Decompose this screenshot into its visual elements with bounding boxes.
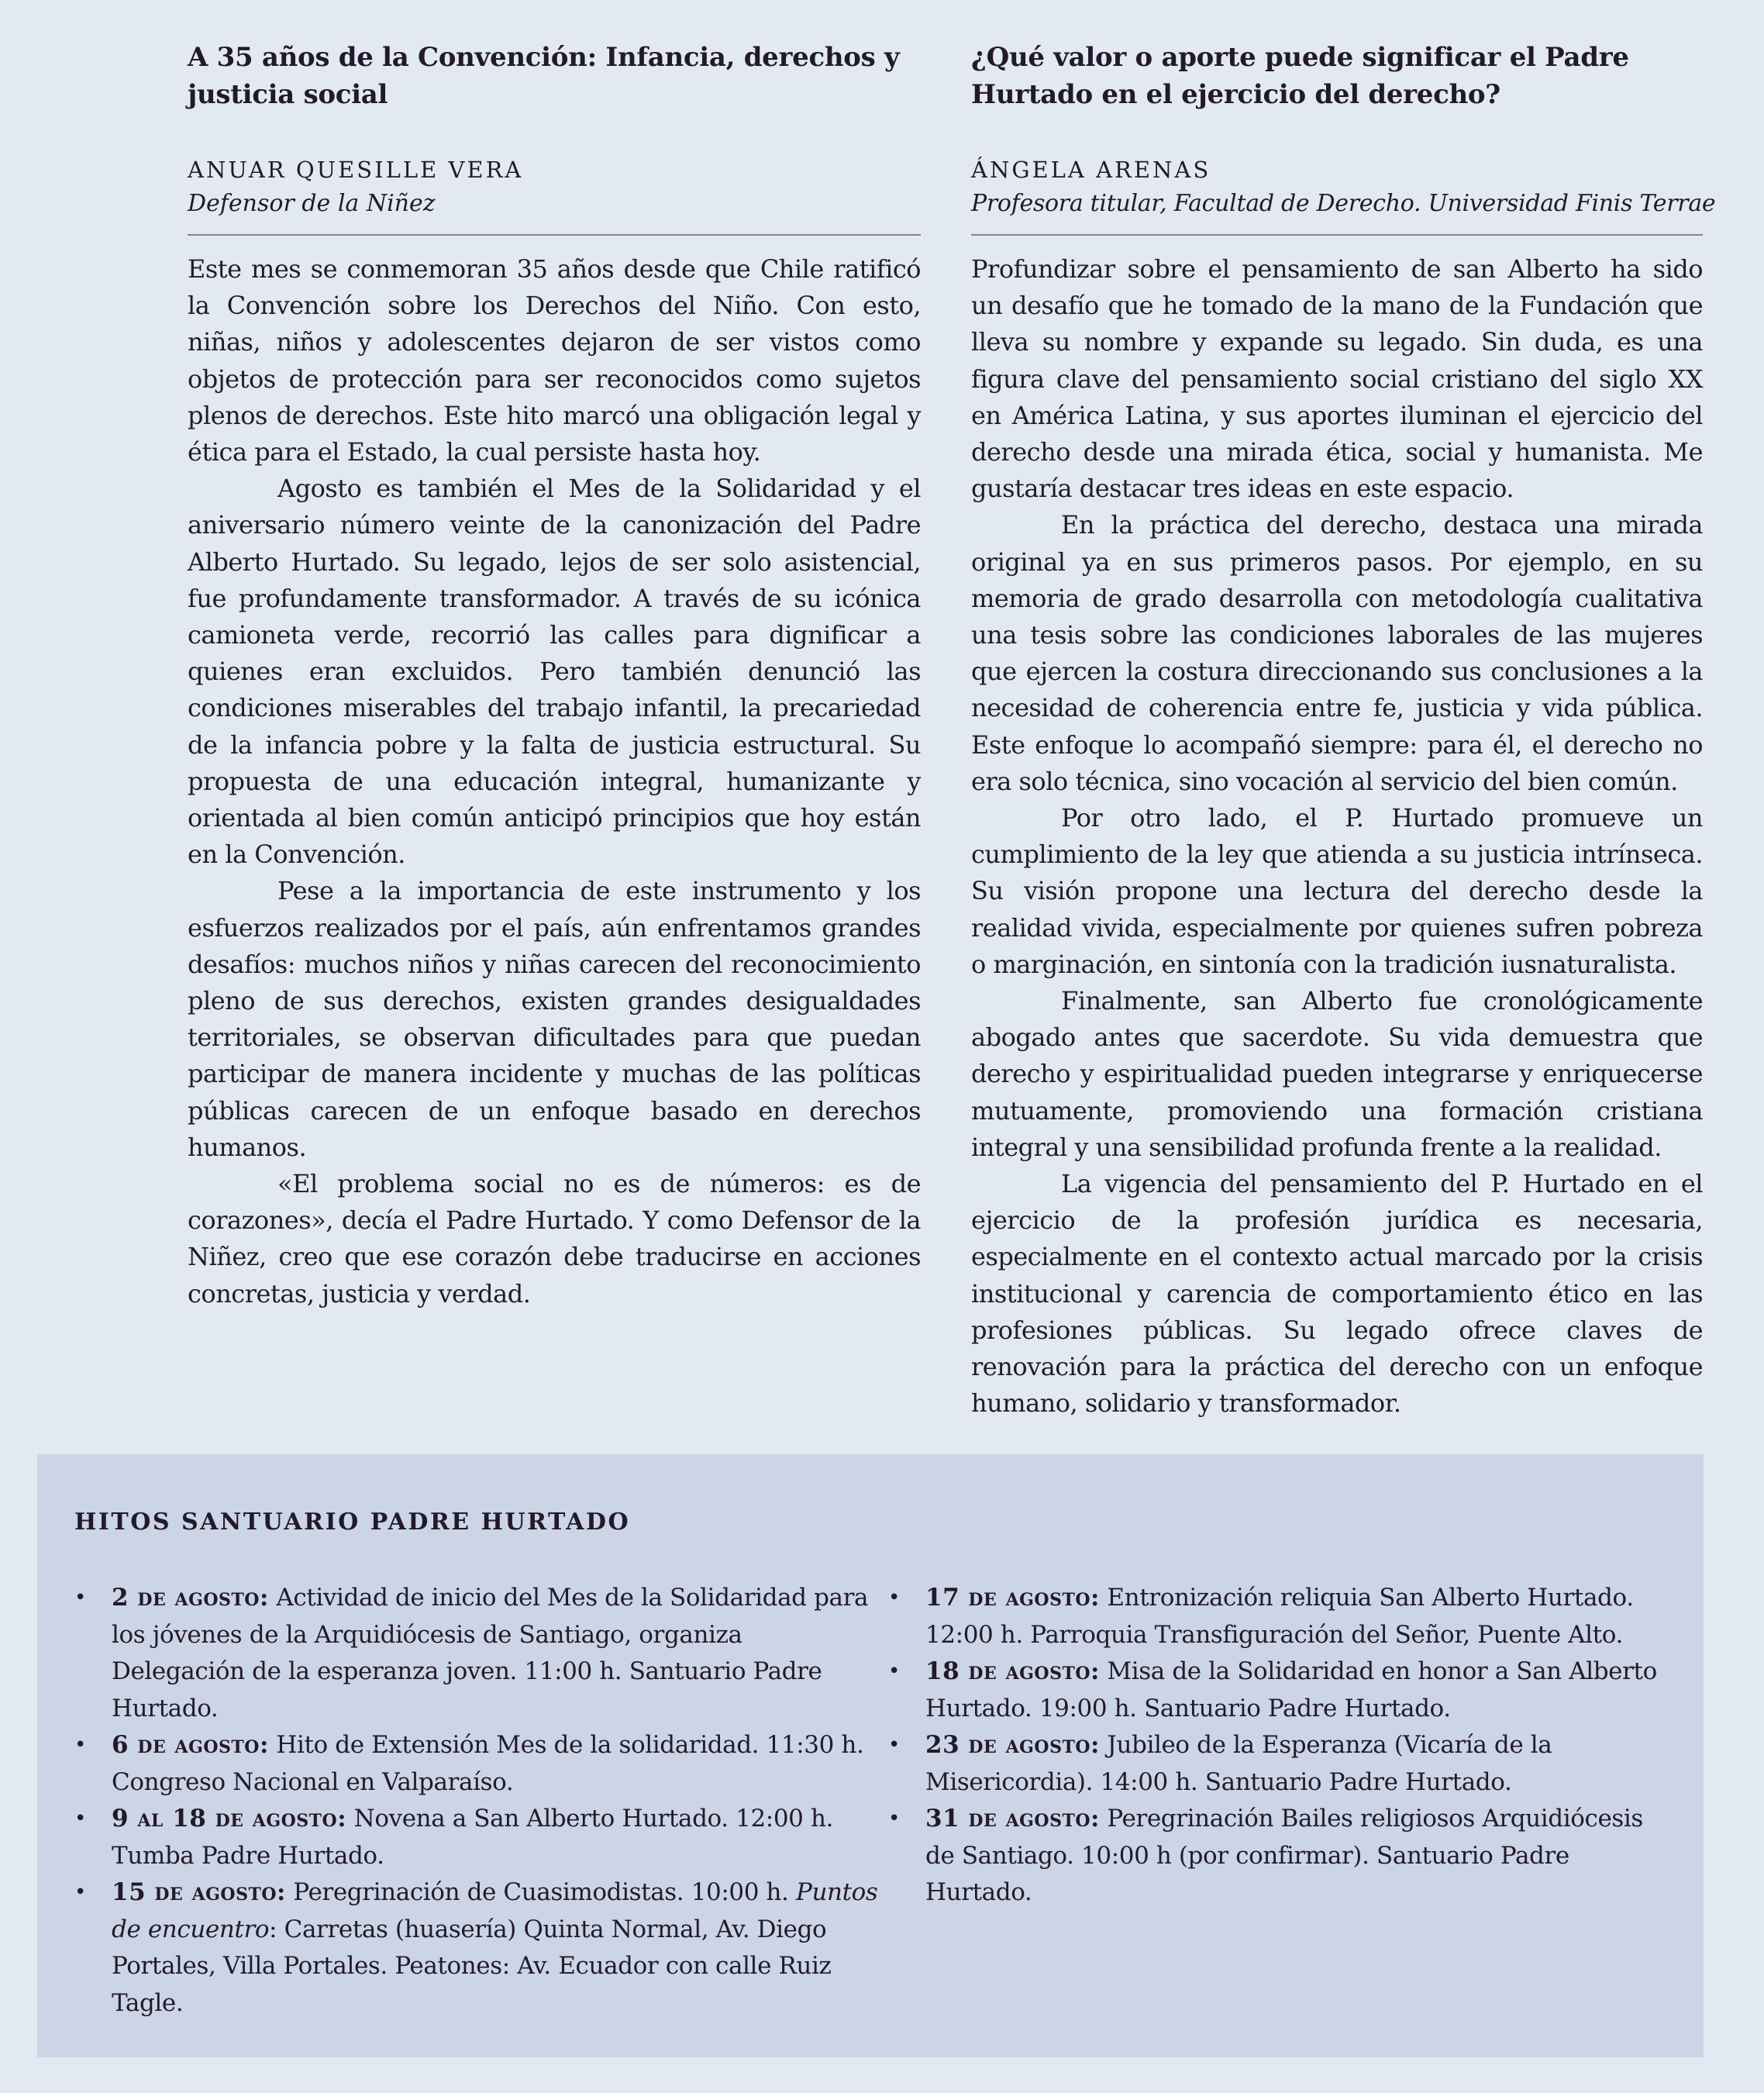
list-item [74, 1801, 880, 1874]
author-role: Profesora titular, Facultad de Derecho. Universidad Finis Terrae [971, 190, 1716, 217]
bullet-icon: • [74, 1807, 86, 1830]
bullet-icon: • [888, 1660, 900, 1683]
paragraph: Por otro lado, el P. Hurtado promueve un cumplimiento de la ley que atienda a su justicia intrínseca. Su visión propone una lectura del derecho desde la realidad vivida, especialmente por quienes sufren pobreza o marginación, en sintonía con la tradición iusnaturalista. [971, 803, 1703, 979]
author-role: Defensor de la Niñez [188, 190, 436, 217]
list-item [74, 1580, 880, 1727]
event-date: 31 de agosto: [925, 1805, 1100, 1833]
article-body [971, 251, 1703, 1422]
author-name: ÁNGELA ARENAS [971, 157, 1211, 183]
paragraph: Profundizar sobre el pensamiento de san Alberto ha sido un desafío que he tomado de la mano de la Fundación que lleva su nombre y expande su legado. Sin duda, es una figura clave del pensamiento social cristiano del siglo XX en América Latina, y sus aportes iluminan el ejercicio del derecho desde una mirada ética, social y humanista. Me gustaría destacar tres ideas en este espacio. [971, 254, 1703, 504]
divider [971, 234, 1703, 236]
event-date: 2 de agosto: [112, 1584, 269, 1612]
bullet-icon: • [74, 1733, 86, 1757]
byline [188, 153, 921, 222]
hitos-box [37, 1454, 1704, 2057]
event-text: Jubileo de la Esperanza (Vicaría de la Misericordia). 14:00 h. Santuario Padre Hurtado. [925, 1731, 1552, 1796]
paragraph: Finalmente, san Alberto fue cronológicamente abogado antes que sacerdote. Su vida demuestra que derecho y espiritualidad pueden integrarse y enriquecerse mutuamente, promoviendo una formación cristiana integral y una sensibilidad profunda frente a la realidad. [971, 986, 1703, 1162]
paragraph: La vigencia del pensamiento del P. Hurtado en el ejercicio de la profesión jurídica es necesaria, especialmente en el contexto actual marcado por la crisis institucional y carencia de comportamiento ético en las profesiones públicas. Su legado ofrece claves de renovación para la práctica del derecho con un enfoque humano, solidario y transformador. [971, 1169, 1703, 1419]
hitos-list-right [888, 1580, 1679, 1912]
event-date: 9 al 18 de agosto: [112, 1805, 347, 1833]
meeting-points-text: : Carretas (huasería) Quinta Normal, Av. Diego Portales, Villa Portales. Peatones: Av. Ecuador con calle Ruiz Tagle. [112, 1915, 832, 2017]
hitos-list-left [74, 1580, 880, 2022]
event-text: Peregrinación Bailes religiosos Arquidiócesis de Santiago. 10:00 h (por confirmar). Santuario Padre Hurtado. [925, 1805, 1643, 1906]
bullet-icon: • [888, 1733, 900, 1757]
paragraph: Este mes se conmemoran 35 años desde que Chile ratificó la Convención sobre los Derechos del Niño. Con esto, niñas, niños y adolescentes dejaron de ser vistos como objetos de protección para ser reconocidos como sujetos plenos de derechos. Este hito marcó una obligación legal y ética para el Estado, la cual persiste hasta hoy. [188, 254, 921, 467]
byline [971, 153, 1716, 222]
article-title: A 35 años de la Convención: Infancia, derechos y justicia social [188, 42, 900, 110]
meeting-points-label: Puntos de encuentro [112, 1878, 878, 1943]
article-body [188, 251, 921, 1312]
event-date: 6 de agosto: [112, 1731, 269, 1759]
event-text: Misa de la Solidaridad en honor a San Alberto Hurtado. 19:00 h. Santuario Padre Hurtado. [925, 1657, 1657, 1722]
event-date: 17 de agosto: [925, 1584, 1100, 1612]
event-text: Entronización reliquia San Alberto Hurtado. 12:00 h. Parroquia Transfiguración del Señor, Puente Alto. [925, 1584, 1634, 1649]
divider [188, 234, 921, 236]
list-item [888, 1727, 1679, 1801]
event-text: Hito de Extensión Mes de la solidaridad. 11:30 h. Congreso Nacional en Valparaíso. [112, 1731, 864, 1796]
list-item [888, 1580, 1679, 1653]
list-item [888, 1653, 1679, 1727]
bullet-icon: • [74, 1586, 86, 1609]
list-item [74, 1874, 880, 2022]
paragraph: Pese a la importancia de este instrumento y los esfuerzos realizados por el país, aún enfrentamos grandes desafíos: muchos niños y niñas carecen del reconocimiento pleno de sus derechos, existen grandes desigualdades territoriales, se observan dificultades para que puedan participar de manera incidente y muchas de las políticas públicas carecen de un enfoque basado en derechos humanos. [188, 876, 921, 1162]
event-text: Novena a San Alberto Hurtado. 12:00 h. Tumba Padre Hurtado. [112, 1805, 833, 1870]
author-name: ANUAR QUESILLE VERA [188, 157, 524, 183]
article-left [188, 39, 921, 1312]
event-date: 18 de agosto: [925, 1657, 1100, 1685]
bullet-icon: • [888, 1807, 900, 1830]
article-title: ¿Qué valor o aporte puede significar el Padre Hurtado en el ejercicio del derecho? [971, 42, 1629, 110]
event-date: 15 de agosto: [112, 1878, 286, 1906]
event-date: 23 de agosto: [925, 1731, 1100, 1759]
paragraph: Agosto es también el Mes de la Solidaridad y el aniversario número veinte de la canonización del Padre Alberto Hurtado. Su legado, lejos de ser solo asistencial, fue profundamente transformador. A través de su icónica camioneta verde, recorrió las calles para dignificar a quienes eran excluidos. Pero también denunció las condiciones miserables del trabajo infantil, la precariedad de la infancia pobre y la falta de justicia estructural. Su propuesta de una educación integral, humanizante y orientada al bien común anticipó principios que hoy están en la Convención. [188, 474, 921, 870]
hitos-heading: HITOS SANTUARIO PADRE HURTADO [74, 1509, 631, 1536]
list-item [888, 1801, 1679, 1912]
event-text: Actividad de inicio del Mes de la Solidaridad para los jóvenes de la Arquidiócesis de Santiago, organiza Delegación de la esperanza joven. 11:00 h. Santuario Padre Hurtado. [112, 1584, 869, 1722]
paragraph: «El problema social no es de números: es de corazones», decía el Padre Hurtado. Y como Defensor de la Niñez, creo que ese corazón debe traducirse en acciones concretas, justicia y verdad. [188, 1169, 921, 1309]
list-item [74, 1727, 880, 1801]
bullet-icon: • [888, 1586, 900, 1609]
article-right [971, 39, 1716, 1422]
paragraph: En la práctica del derecho, destaca una mirada original ya en sus primeros pasos. Por ejemplo, en su memoria de grado desarrolla con metodología cualitativa una tesis sobre las condiciones laborales de las mujeres que ejercen la costura direccionando sus conclusiones a la necesidad de coherencia entre fe, justicia y vida pública. Este enfoque lo acompañó siempre: para él, el derecho no era solo técnica, sino vocación al servicio del bien común. [971, 510, 1703, 796]
bullet-icon: • [74, 1881, 86, 1904]
event-text: Peregrinación de Cuasimodistas. 10:00 h. [285, 1878, 789, 1906]
